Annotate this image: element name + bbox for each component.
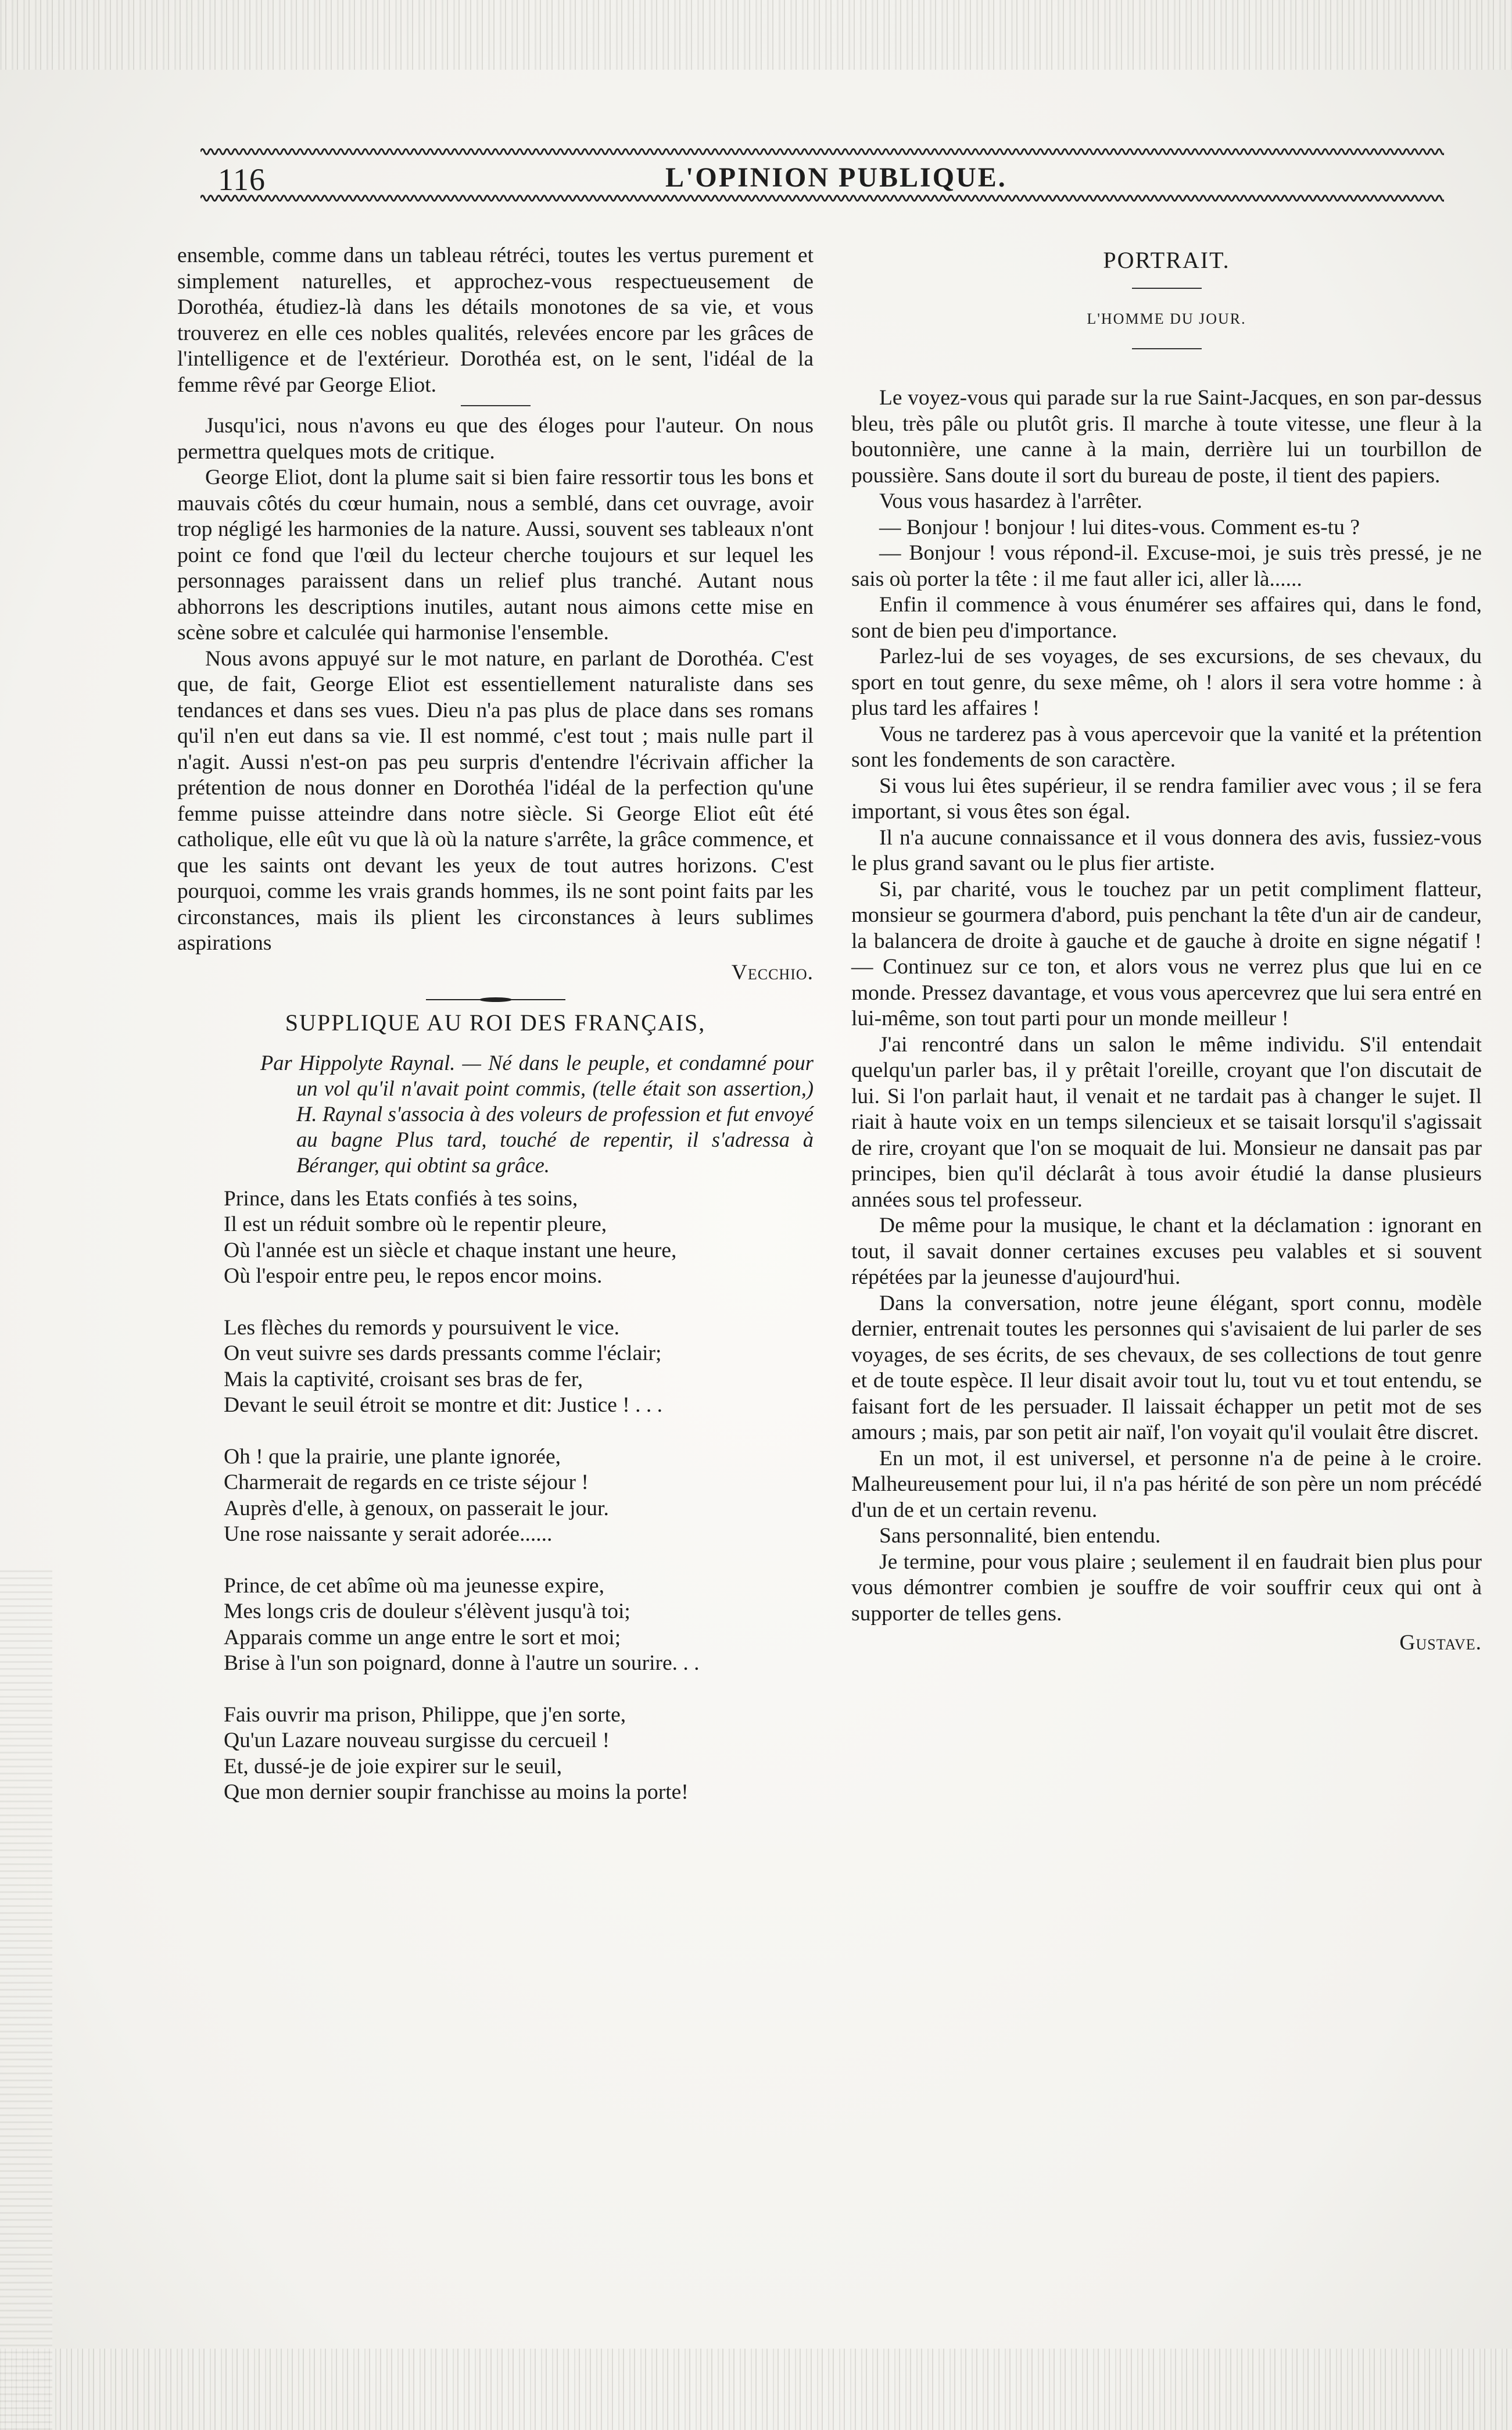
poem-line: Prince, dans les Etats confiés à tes soins, <box>224 1186 578 1211</box>
poem-line: Devant le seuil étroit se montre et dit: Justice ! . . . <box>224 1393 663 1417</box>
portrait-signature: Gustave. <box>1399 1631 1482 1655</box>
wavy-rule-bottom <box>200 192 1444 205</box>
portrait-paragraph: Enfin il commence à vous énumérer ses affaires qui, dans le fond, sont de bien peu d'importance. <box>851 593 1482 643</box>
newspaper-title: L'OPINION PUBLIQUE. <box>665 162 1007 193</box>
wavy-rule-top <box>200 145 1444 158</box>
poem-line: On veut suivre ses dards pressants comme l'éclair; <box>224 1341 662 1365</box>
portrait-paragraph: Je termine, pour vous plaire ; seulement il en faudrait bien plus pour vous démontrer combien je souffre de voir souffrir ceux qui ont à supporter de telles gens. <box>851 1549 1482 1626</box>
poem-line: Mais la captivité, croisant ses bras de fer, <box>224 1367 583 1391</box>
portrait-paragraph: Parlez-lui de ses voyages, de ses excursions, de ses chevaux, du sport en tout genre, du sexe même, oh ! alors il sera votre homme : à plus tard les affaires ! <box>851 645 1482 720</box>
portrait-paragraph: Vous ne tarderez pas à vous apercevoir que la vanité et la prétention sont les fondements de son caractère. <box>851 722 1482 772</box>
left-column <box>177 243 814 1831</box>
poem-stanza <box>177 1444 814 1548</box>
poem-byline <box>177 1050 814 1178</box>
article-paragraph: ensemble, comme dans un tableau rétréci, toutes les vertus purement et simplement naturelles, et approchez-vous respectueusement de Dorothéa, étudiez-là dans les détails monotones de sa vie, et vous trouverez en elle ces nobles qualités, relevées encore par les grâces de l'intelligence et de l'extérieur. Dorothéa est, on le sent, l'idéal de la femme rêvé par George Eliot. <box>177 244 814 397</box>
poem-line: Brise à l'un son poignard, donne à l'autre un sourire. . . <box>224 1651 700 1675</box>
page-number: 116 <box>218 162 266 197</box>
article-paragraph: George Eliot, dont la plume sait si bien faire ressortir tous les bons et mauvais côtés du cœur humain, nous a semblé, dans cet ouvrage, avoir trop négligé les harmonies de la nature. Aussi, souvent ses tableaux n'ont point ce fond que l'œil du lecteur cherche toujours et sur lequel les personnages paraissent dans un relief plus tranché. Autant nous abhorrons les descriptions inutiles, autant nous aimons cette mise en scène sobre et calculée qui harmonise l'ensemble. <box>177 466 814 645</box>
portrait-paragraph: Le voyez-vous qui parade sur la rue Saint-Jacques, en son par-dessus bleu, très pâle ou plutôt gris. Il marche à toute vitesse, une fleur à la boutonnière, une canne à la main, derrière lui un tourbillon de poussière. Sans doute il sort du bureau de poste, il tient des papiers. <box>851 386 1482 488</box>
portrait-paragraph: Sans personnalité, bien entendu. <box>879 1524 1161 1548</box>
portrait-paragraph: Vous vous hasardez à l'arrêter. <box>879 489 1142 513</box>
article-paragraph: Jusqu'ici, nous n'avons eu que des éloges pour l'auteur. On nous permettra quelques mots de critique. <box>177 414 814 464</box>
portrait-paragraph: Si vous lui êtes supérieur, il se rendra familier avec vous ; il se fera important, si vous êtes son égal. <box>851 774 1482 824</box>
portrait-title: PORTRAIT. <box>1103 247 1230 273</box>
separator-rule <box>461 405 531 406</box>
portrait-paragraph: Si, par charité, vous le touchez par un petit compliment flatteur, monsieur se gourmera d'abord, puis penchant la tête d'un air de candeur, la balancera de droite à gauche et de gauche à droite en signe négatif ! — Continuez sur ce ton, et alors vous ne verrez plus que lui en ce monde. Pressez davantage, et vous vous apercevrez que lui sera entré en lui-même, son tout parti pour un monde meilleur ! <box>851 877 1482 1030</box>
portrait-paragraph: Dans la conversation, notre jeune élégant, sport connu, modèle dernier, entrenait toutes les personnes qui s'avisaient de lui parler de ses voyages, de ses écrits, de ses chevaux, de ses collections de tout genre et de toute espèce. Il leur disait avoir tout lu, tout vu et tout entendu, se faisant fort de les persuader. Il laissait échapper un petit mot de ses amours ; mais, par son petit air naïf, l'on voyait qu'il voulait être discret. <box>851 1291 1482 1444</box>
poem-line: Les flèches du remords y poursuivent le vice. <box>224 1315 620 1340</box>
portrait-paragraph: — Bonjour ! bonjour ! lui dites-vous. Comment es-tu ? <box>879 515 1360 539</box>
poem-title: SUPPLIQUE AU ROI DES FRANÇAIS, <box>285 1010 706 1036</box>
poem-line: Auprès d'elle, à genoux, on passerait le jour. <box>224 1496 609 1520</box>
poem-body <box>177 1186 814 1806</box>
poem-line: Charmerait de regards en ce triste séjour ! <box>224 1470 589 1494</box>
poem-stanza <box>177 1315 814 1419</box>
poem-author: Par Hippolyte Raynal. <box>260 1050 456 1075</box>
poem-line: Prince, de cet abîme où ma jeunesse expire, <box>224 1573 604 1598</box>
poem-stanza <box>177 1702 814 1806</box>
page-header <box>200 162 1444 197</box>
poem-stanza <box>177 1186 814 1290</box>
poem-line: Qu'un Lazare nouveau surgisse du cercueil ! <box>224 1728 610 1752</box>
article-paragraph: Nous avons appuyé sur le mot nature, en parlant de Dorothéa. C'est que, de fait, George Eliot est essentiellement naturaliste dans ses tendances et dans ses vues. Dieu n'a pas plus de place dans ses romans qu'il n'en eut dans sa vie. Il est nommé, c'est tout ; mais nulle part il n'agit. Aussi n'est-on pas peu surpris d'entendre l'écrivain afficher la prétention de nous donner en Dorothéa l'idéal de la perfection qu'une femme puisse atteindre dans notre siècle. Si George Eliot eût été catholique, elle eût vu que là où la nature s'arrête, la grâce commence, et que les saints ont devant les yeux de tout autres horizons. C'est pourquoi, comme les vrais grands hommes, ils ne sont point faits par les circonstances, mais ils plient les circonstances à leurs sublimes aspirations <box>177 646 814 955</box>
portrait-paragraph: J'ai rencontré dans un salon le même individu. S'il entendait quelqu'un parler bas, il y prêtait l'oreille, croyant que l'on discutait de lui. Si l'on parlait haut, il venait et ne tardait pas à changer le sujet. Il riait à haute voix en un temps silencieux et se taisait lorsqu'il s'agissait de rire, croyant que l'on se moquait de lui. Monsieur ne dansait pas par principes, bien qu'il déclarât à tous avoir étudié la danse plusieurs années sous tel professeur. <box>851 1032 1482 1212</box>
scan-noise-top <box>0 0 1512 70</box>
separator-rule <box>1132 348 1202 349</box>
right-column <box>851 243 1482 1656</box>
ornamental-rule <box>426 997 565 1002</box>
scan-noise-left <box>0 1569 52 2430</box>
poem-line: Mes longs cris de douleur s'élèvent jusqu'à toi; <box>224 1599 630 1623</box>
separator-rule <box>1132 288 1202 289</box>
portrait-subtitle: L'HOMME DU JOUR. <box>1087 310 1246 327</box>
poem-line: Oh ! que la prairie, une plante ignorée, <box>224 1444 561 1469</box>
poem-line: Une rose naissante y serait adorée...... <box>224 1522 553 1546</box>
poem-line: Et, dussé-je de joie expirer sur le seuil, <box>224 1754 562 1778</box>
portrait-paragraph: Il n'a aucune connaissance et il vous donnera des avis, fussiez-vous le plus grand savant ou le plus fier artiste. <box>851 825 1482 875</box>
poem-line: Que mon dernier soupir franchisse au moins la porte! <box>224 1780 689 1804</box>
portrait-body <box>851 385 1482 1627</box>
portrait-paragraph: — Bonjour ! vous répond-il. Excuse-moi, je suis très pressé, je ne sais où porter la tête : il me faut aller ici, aller là...... <box>851 541 1482 591</box>
portrait-paragraph: De même pour la musique, le chant et la déclamation : ignorant en tout, il savait donner certaines excuses peu valables et si souvent répétées par la jeunesse d'aujourd'hui. <box>851 1214 1482 1289</box>
scan-noise-bottom <box>0 2349 1512 2430</box>
poem-stanza <box>177 1573 814 1677</box>
poem-line: Où l'espoir entre peu, le repos encor moins. <box>224 1264 603 1288</box>
poem-line: Apparais comme un ange entre le sort et moi; <box>224 1625 621 1649</box>
article-signature: Vecchio. <box>731 960 814 985</box>
poem-line: Il est un réduit sombre où le repentir pleure, <box>224 1212 607 1236</box>
poem-byline-note: — Né dans le peuple, et condamné pour un vol qu'il n'avait point commis, (telle était son assertion,) H. Raynal s'associa à des voleurs de profession et fut envoyé au bagne Plus tard, touché de repentir, il s'adressa à Béranger, qui obtint sa grâce. <box>296 1050 814 1177</box>
poem-line: Où l'année est un siècle et chaque instant une heure, <box>224 1238 677 1262</box>
poem-line: Fais ouvrir ma prison, Philippe, que j'en sorte, <box>224 1702 626 1727</box>
portrait-paragraph: En un mot, il est universel, et personne n'a de peine à le croire. Malheureusement pour lui, il n'a pas hérité de son père un nom précédé d'un de et un certain revenu. <box>851 1446 1482 1522</box>
